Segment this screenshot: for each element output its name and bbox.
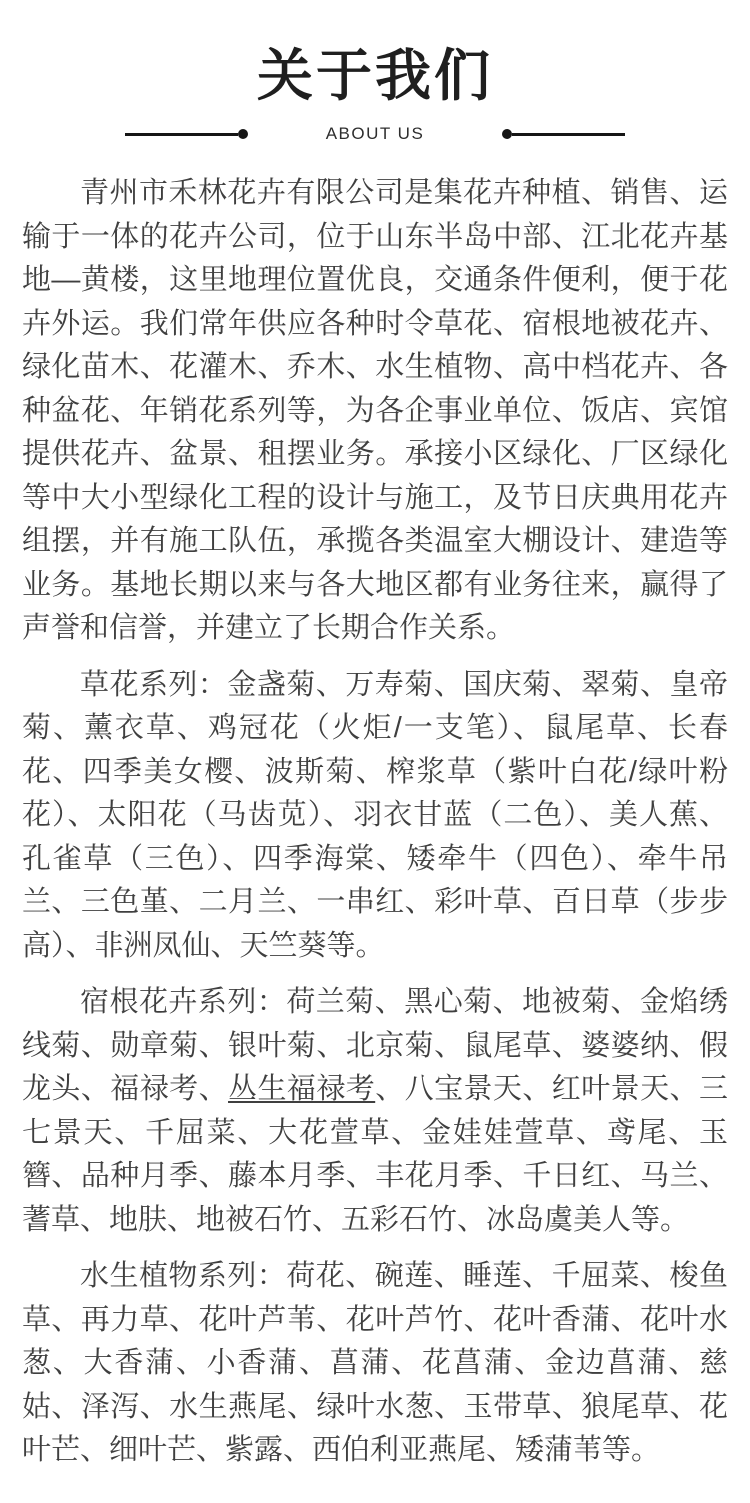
about-content [0,172,750,1503]
perennial-phlox-link[interactable]: 丛生福禄考 [228,1073,376,1106]
paragraph-company-intro: 青州市禾林花卉有限公司是集花卉种植、销售、运输于一体的花卉公司，位于山东半岛中部、江北花卉基地—黄楼，这里地理位置优良，交通条件便利，便于花卉外运。我们常年供应各种时令草花、宿根地被花卉、绿化苗木、花灌木、乔木、水生植物、高中档花卉、各种盆花、年销花系列等，为各企事业单位、饭店、宾馆提供花卉、盆景、租摆业务。承接小区绿化、厂区绿化等中大小型绿化工程的设计与施工，及节日庆典用花卉组摆，并有施工队伍，承揽各类温室大棚设计、建造等业务。基地长期以来与各大地区都有业务往来，赢得了声誉和信誉，并建立了长期合作关系。 [22,177,728,645]
paragraph-aquatic-series: 水生植物系列：荷花、碗莲、睡莲、千屈菜、梭鱼草、再力草、花叶芦苇、花叶芦竹、花叶香蒲、花叶水葱、大香蒲、小香蒲、菖蒲、花菖蒲、金边菖蒲、慈姑、泽泻、水生燕尾、绿叶水葱、玉带草、狼尾草、花叶芒、细叶芒、紫露、西伯利亚燕尾、矮蒲苇等。 [22,1260,728,1467]
perennial-series-text-post: 、八宝景天、红叶景天、三七景天、千屈菜、大花萱草、金娃娃萱草、鸢尾、玉簪、品种月季、藤本月季、丰花月季、千日红、马兰、蓍草、地肤、地被石竹、五彩石竹、冰岛虞美人等。 [22,1073,728,1236]
left-divider-dot [238,129,248,139]
left-divider-line [125,133,238,136]
subtitle-row [0,124,750,144]
paragraph-grass-flower-series: 草花系列：金盏菊、万寿菊、国庆菊、翠菊、皇帝菊、薰衣草、鸡冠花（火炬/一支笔）、鼠尾草、长春花、四季美女樱、波斯菊、榨浆草（紫叶白花/绿叶粉花）、太阳花（马齿苋）、羽衣甘蓝（二色）、美人蕉、孔雀草（三色）、四季海棠、矮牵牛（四色）、牵牛吊兰、三色堇、二月兰、一串红、彩叶草、百日草（步步高）、非洲凤仙、天竺葵等。 [22,668,728,962]
page-title: 关于我们 [257,44,493,107]
section-header [0,0,750,144]
right-divider-dot [502,129,512,139]
paragraph-perennial-series [22,981,728,1242]
right-divider-line [512,133,625,136]
section-subtitle: ABOUT US [325,124,425,144]
perennial-series-text-pre: 宿根花卉系列：荷兰菊、黑心菊、地被菊、金焰绣线菊、勋章菊、银叶菊、北京菊、鼠尾草、婆婆纳、假龙头、福禄考、 [22,986,728,1106]
